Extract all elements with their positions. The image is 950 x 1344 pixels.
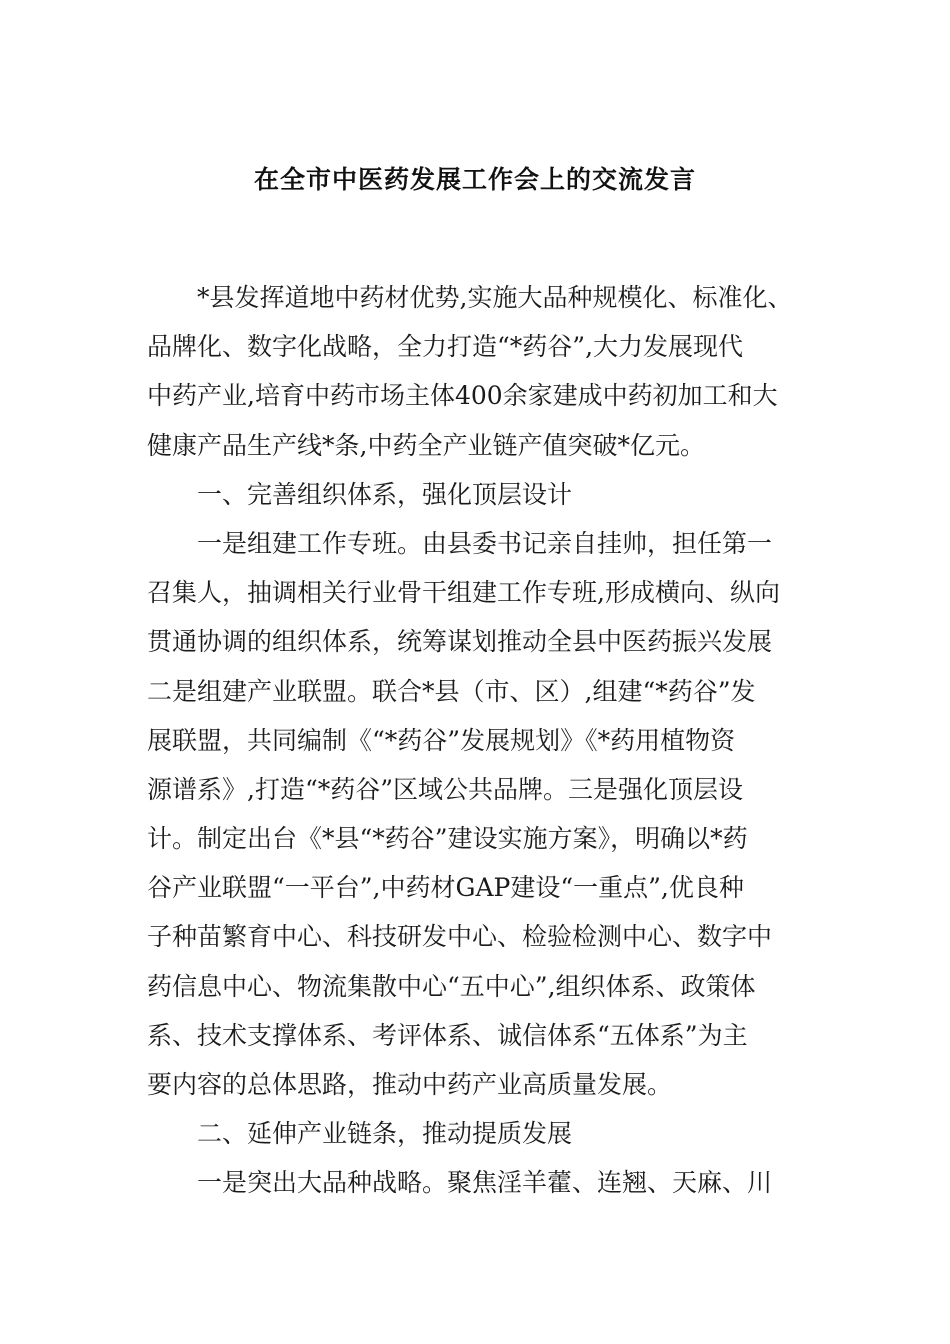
- body-line: 召集人，抽调相关行业骨干组建工作专班,形成横向、纵向: [147, 578, 780, 608]
- document-body: [147, 273, 817, 1208]
- body-line: 一是组建工作专班。由县委书记亲自挂帅，担任第一: [197, 528, 773, 558]
- body-line: 要内容的总体思路，推动中药产业高质量发展。: [147, 1070, 673, 1099]
- body-line: 一是突出大品种战略。聚焦淫羊藿、连翘、天麻、川: [197, 1168, 773, 1198]
- body-line: 源谱系》,打造“*药谷”区域公共品牌。三是强化顶层设: [147, 774, 744, 804]
- body-line: 子种苗繁育中心、科技研发中心、检验检测中心、数字中: [147, 922, 773, 952]
- body-line: 二是组建产业联盟。联合*县（市、区）,组建“*药谷”发: [147, 676, 756, 706]
- body-line: 一、完善组织体系，强化顶层设计: [197, 479, 573, 509]
- body-line: 计。制定出台《*县“*药谷”建设实施方案》，明确以*药: [147, 824, 748, 854]
- body-line: 谷产业联盟“一平台”,中药材GAP建设“一重点”,优良种: [147, 873, 744, 903]
- body-line: 药信息中心、物流集散中心“五中心”,组织体系、政策体: [147, 971, 756, 1001]
- body-line: 二、延伸产业链条，推动提质发展: [197, 1119, 573, 1149]
- body-line: 健康产品生产线*条,中药全产业链产值突破*亿元。: [147, 430, 705, 460]
- body-line: *县发挥道地中药材优势,实施大品种规模化、标准化、: [197, 283, 793, 312]
- body-line: 中药产业,培育中药市场主体400余家建成中药初加工和大: [147, 381, 778, 411]
- body-line: 系、技术支撑体系、考评体系、诚信体系“五体系”为主: [147, 1020, 748, 1050]
- document-title: 在全市中医药发展工作会上的交流发言: [253, 165, 696, 194]
- body-line: 展联盟，共同编制《“*药谷”发展规划》《*药用植物资: [147, 725, 736, 755]
- body-line: 贯通协调的组织体系，统筹谋划推动全县中医药振兴发展: [147, 627, 773, 657]
- body-line: 品牌化、数字化战略，全力打造“*药谷”,大力发展现代: [147, 332, 744, 362]
